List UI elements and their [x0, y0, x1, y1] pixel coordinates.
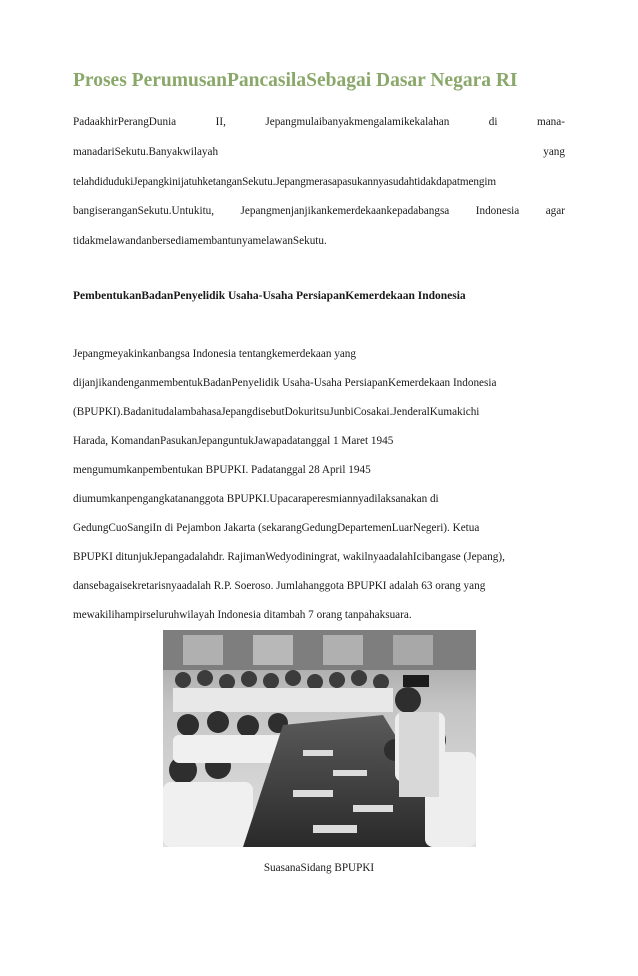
intro-line-2: manadariSekutu.Banyakwilayah yang: [73, 146, 565, 158]
intro-line-3: telahdidudukiJepangkinijatuhketanganSekutu.Jepangmerasapasukannyasudahtidakdapatmengim: [73, 176, 496, 188]
body-line: Harada, KomandanPasukanJepanguntukJawapadatanggal 1 Maret 1945: [73, 435, 394, 447]
document-title: Proses PerumusanPancasilaSebagai Dasar Negara RI: [73, 70, 518, 91]
body-line: GedungCuoSangiIn di Pejambon Jakarta (sekarangGedungDepartemenLuarNegeri). Ketua: [73, 522, 480, 534]
intro-line-5: tidakmelawandanbersediamembantunyamelawanSekutu.: [73, 235, 327, 247]
intro-line-4: bangiseranganSekutu.Untukitu, Jepangmenjanjikankemerdekaankepadabangsa Indonesia agar: [73, 205, 565, 217]
intro-line-1: PadaakhirPerangDunia II, Jepangmulaibanyakmengalamikekalahan di mana-: [73, 116, 565, 128]
body-line: dijanjikandenganmembentukBadanPenyelidik Usaha-Usaha PersiapanKemerdekaan Indonesia: [73, 377, 497, 389]
body-line: diumumkanpengangkatananggota BPUPKI.Upacaraperesmiannyadilaksanakan di: [73, 493, 439, 505]
body-line: (BPUPKI).BadanitudalambahasaJepangdisebutDokuritsuJunbiCosakai.JenderalKumakichi: [73, 406, 480, 418]
body-line: mengumumkanpembentukan BPUPKI. Padatanggal 28 April 1945: [73, 464, 371, 476]
photo-caption: SuasanaSidang BPUPKI: [263, 862, 375, 874]
body-line: mewakilihampirseluruhwilayah Indonesia ditambah 7 orang tanpahaksuara.: [73, 609, 412, 621]
body-line: BPUPKI ditunjukJepangadalahdr. RajimanWedyodiningrat, wakilnyaadalahIcibangase (Jepang),: [73, 551, 505, 563]
section-heading: PembentukanBadanPenyelidik Usaha-Usaha PersiapanKemerdekaan Indonesia: [73, 290, 466, 302]
body-line: Jepangmeyakinkanbangsa Indonesia tentangkemerdekaan yang: [73, 348, 356, 360]
bpupki-session-photo: [163, 630, 476, 847]
body-line: dansebagaisekretarisnyaadalah R.P. Soeroso. Jumlahanggota BPUPKI adalah 63 orang yang: [73, 580, 486, 592]
